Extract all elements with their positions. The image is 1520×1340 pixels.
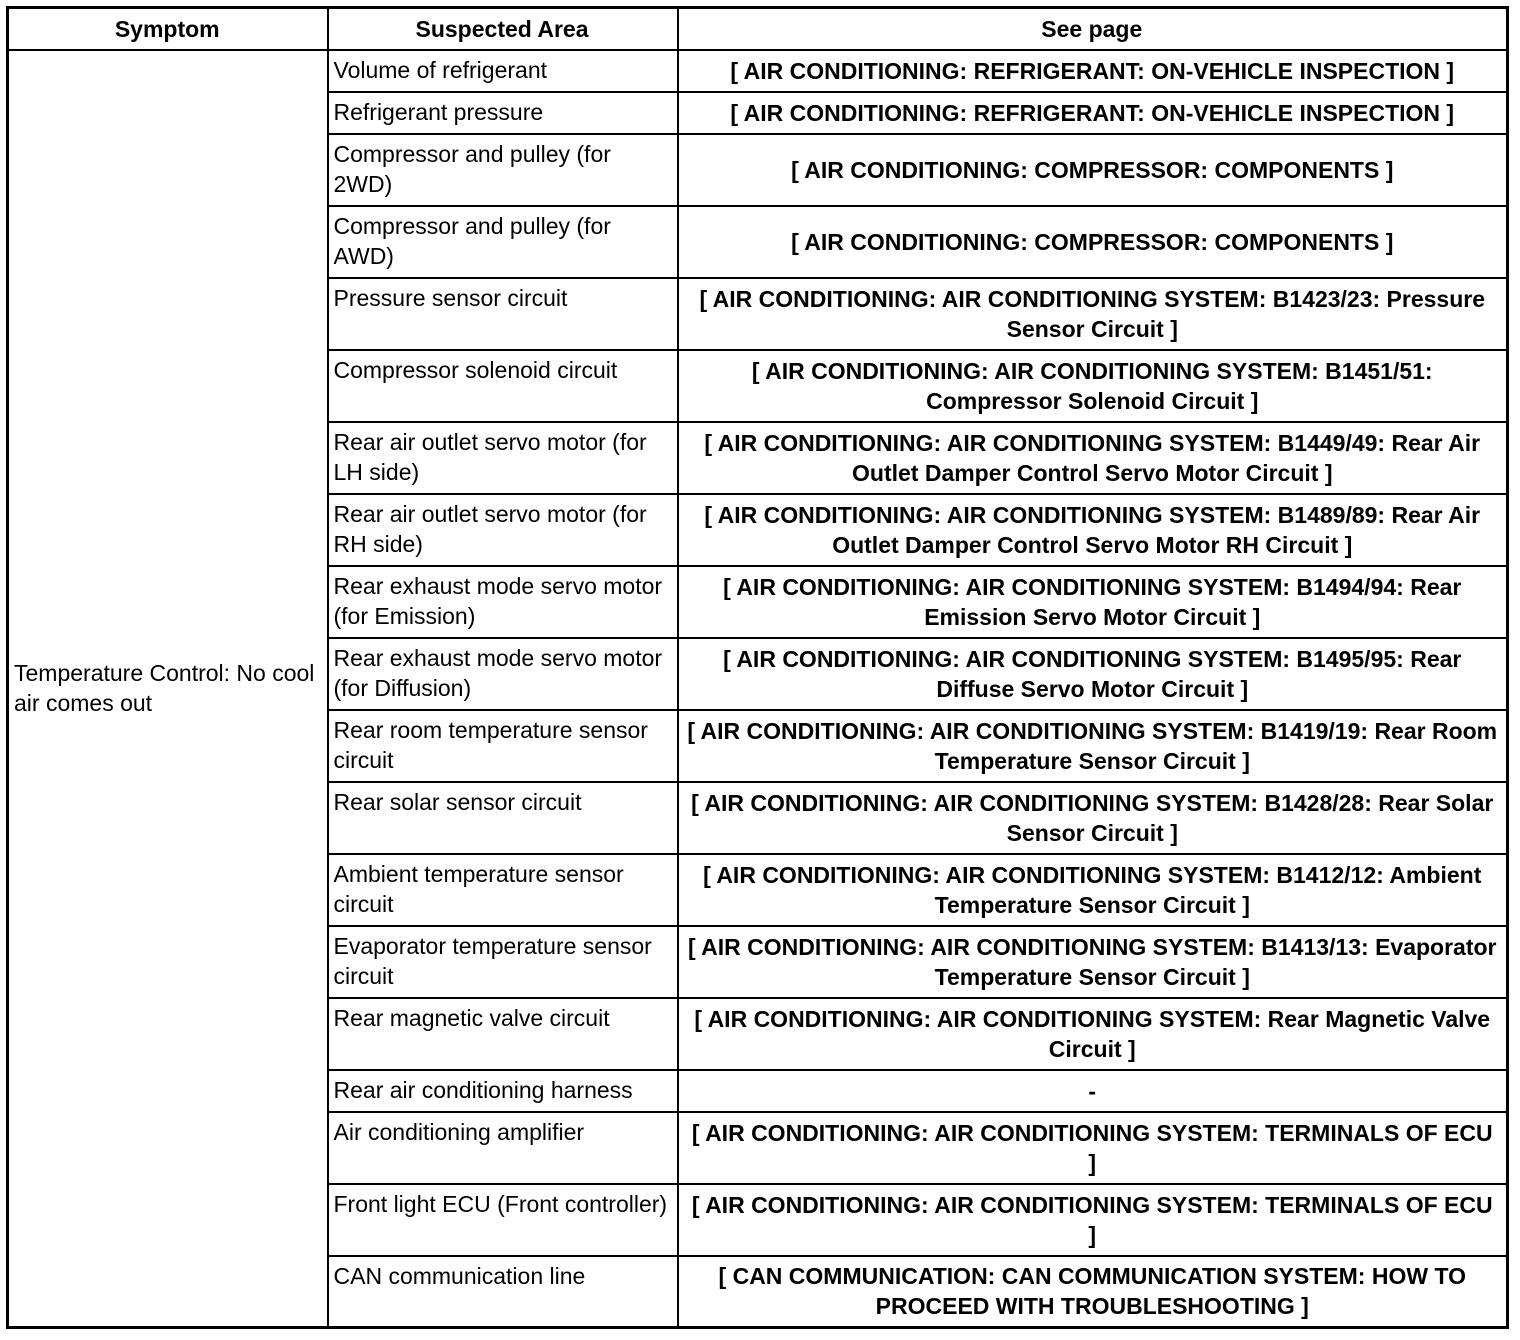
suspected-area-cell: Air conditioning amplifier [328,1112,678,1184]
see-page-link[interactable]: [ AIR CONDITIONING: AIR CONDITIONING SYSTEM: B1423/23: Pressure Sensor Circuit ] [678,278,1508,350]
table-row [8,50,1508,92]
symptom-cell: Temperature Control: No cool air comes out [8,50,328,1328]
suspected-area-cell: Evaporator temperature sensor circuit [328,926,678,998]
see-page-link[interactable]: [ CAN COMMUNICATION: CAN COMMUNICATION SYSTEM: HOW TO PROCEED WITH TROUBLESHOOTING ] [678,1256,1508,1328]
suspected-area-cell: Volume of refrigerant [328,50,678,92]
see-page-link[interactable]: [ AIR CONDITIONING: AIR CONDITIONING SYSTEM: Rear Magnetic Valve Circuit ] [678,998,1508,1070]
suspected-area-cell: Compressor solenoid circuit [328,350,678,422]
suspected-area-cell: Rear air conditioning harness [328,1070,678,1112]
suspected-area-cell: Rear air outlet servo motor (for RH side) [328,494,678,566]
see-page-link[interactable]: [ AIR CONDITIONING: AIR CONDITIONING SYSTEM: TERMINALS OF ECU ] [678,1112,1508,1184]
suspected-area-cell: Compressor and pulley (for 2WD) [328,134,678,206]
suspected-area-cell: Rear room temperature sensor circuit [328,710,678,782]
header-see-page: See page [678,8,1508,50]
see-page-link[interactable]: [ AIR CONDITIONING: AIR CONDITIONING SYSTEM: B1413/13: Evaporator Temperature Sensor Circuit ] [678,926,1508,998]
suspected-area-cell: Rear solar sensor circuit [328,782,678,854]
see-page-link[interactable]: [ AIR CONDITIONING: AIR CONDITIONING SYSTEM: B1449/49: Rear Air Outlet Damper Control Servo Motor Circuit ] [678,422,1508,494]
header-symptom: Symptom [8,8,328,50]
see-page-link[interactable]: [ AIR CONDITIONING: AIR CONDITIONING SYSTEM: B1494/94: Rear Emission Servo Motor Circuit ] [678,566,1508,638]
suspected-area-cell: Refrigerant pressure [328,92,678,134]
suspected-area-cell: Rear exhaust mode servo motor (for Emission) [328,566,678,638]
see-page-link[interactable]: [ AIR CONDITIONING: COMPRESSOR: COMPONENTS ] [678,134,1508,206]
suspected-area-cell: Front light ECU (Front controller) [328,1184,678,1256]
see-page-link[interactable]: [ AIR CONDITIONING: AIR CONDITIONING SYSTEM: B1495/95: Rear Diffuse Servo Motor Circuit ] [678,638,1508,710]
header-row [8,8,1508,50]
see-page-dash: - [678,1070,1508,1112]
see-page-link[interactable]: [ AIR CONDITIONING: REFRIGERANT: ON-VEHICLE INSPECTION ] [678,50,1508,92]
suspected-area-cell: Rear air outlet servo motor (for LH side) [328,422,678,494]
see-page-link[interactable]: [ AIR CONDITIONING: AIR CONDITIONING SYSTEM: B1428/28: Rear Solar Sensor Circuit ] [678,782,1508,854]
suspected-area-cell: Rear exhaust mode servo motor (for Diffusion) [328,638,678,710]
see-page-link[interactable]: [ AIR CONDITIONING: AIR CONDITIONING SYSTEM: B1451/51: Compressor Solenoid Circuit ] [678,350,1508,422]
see-page-link[interactable]: [ AIR CONDITIONING: AIR CONDITIONING SYSTEM: TERMINALS OF ECU ] [678,1184,1508,1256]
suspected-area-cell: Ambient temperature sensor circuit [328,854,678,926]
suspected-area-cell: Rear magnetic valve circuit [328,998,678,1070]
suspected-area-cell: Compressor and pulley (for AWD) [328,206,678,278]
see-page-link[interactable]: [ AIR CONDITIONING: COMPRESSOR: COMPONENTS ] [678,206,1508,278]
suspected-area-cell: CAN communication line [328,1256,678,1328]
troubleshooting-table [6,6,1509,1329]
see-page-link[interactable]: [ AIR CONDITIONING: AIR CONDITIONING SYSTEM: B1412/12: Ambient Temperature Sensor Circuit ] [678,854,1508,926]
suspected-area-cell: Pressure sensor circuit [328,278,678,350]
header-suspected-area: Suspected Area [328,8,678,50]
see-page-link[interactable]: [ AIR CONDITIONING: AIR CONDITIONING SYSTEM: B1489/89: Rear Air Outlet Damper Control Servo Motor RH Circuit ] [678,494,1508,566]
see-page-link[interactable]: [ AIR CONDITIONING: AIR CONDITIONING SYSTEM: B1419/19: Rear Room Temperature Sensor Circuit ] [678,710,1508,782]
see-page-link[interactable]: [ AIR CONDITIONING: REFRIGERANT: ON-VEHICLE INSPECTION ] [678,92,1508,134]
